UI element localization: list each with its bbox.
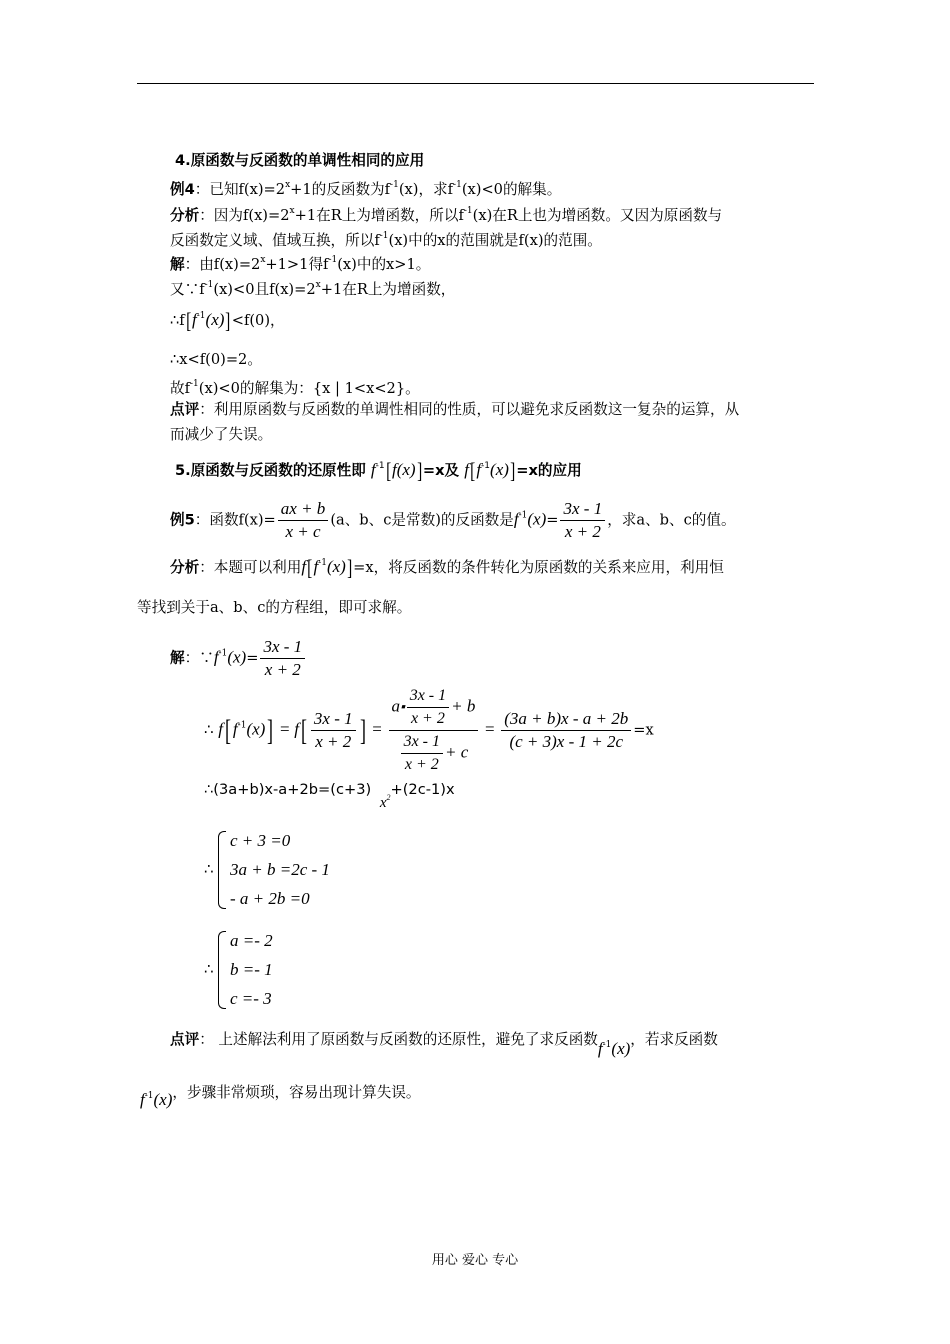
analysis-label: 分析 [170,559,200,576]
text: +1的反函数为f [290,181,391,198]
compound-numerator: a⬝ $\frac{3x - 1}{x + 2}$ + b [389,685,479,731]
sup: -1 [481,461,491,471]
therefore-symbol: ∴ [204,720,214,739]
math-x: (x) [205,310,225,329]
text: =x的应用 [516,462,582,479]
plus-b: + b [451,696,476,716]
system-row: 3a + b =2c - 1 [230,860,330,879]
bracket: [ [385,458,391,483]
text: (x)<0的解集。 [461,181,562,198]
math-f: f [476,460,482,479]
solution4-line4: ∴x<f(0)=2。 [170,351,262,368]
math-f: f [513,509,519,529]
expanded-equation [204,775,455,811]
equation-system-1 [204,828,404,913]
bracket: ] [346,555,353,580]
numerator: 3x - 1 [311,708,356,731]
system-row: c + 3 =0 [230,831,291,850]
text: +1在R上为增函数， [320,281,456,298]
sup: -1 [375,461,385,471]
sup: x [260,255,266,265]
sup: -1 [196,311,206,321]
section4-heading: 4.原函数与反函数的单调性相同的应用 [175,152,425,169]
sup: -1 [390,180,399,190]
numerator: 3x - 1 [560,498,605,521]
inner-fraction [401,731,443,776]
text: ：已知f(x)=2 [194,181,286,198]
text: (x)在R上也为增函数。又因为原函数与 [472,207,723,224]
comment4-line1 [170,400,739,420]
system-row: - a + 2b =0 [230,889,310,908]
sup: -1 [602,1040,612,1050]
math-x: (x) [153,1090,173,1109]
equals: = [279,719,290,739]
analysis4-line1 [170,201,722,226]
sup: -1 [328,255,338,265]
text: ，求a、b、c的值。 [607,511,736,529]
bracket: [ [185,308,191,333]
text: =x，将反函数的条件转化为原函数的关系来应用，利用恒 [353,559,724,576]
section5-heading [175,456,582,481]
text: ：利用原函数与反函数的单调性相同的性质，可以避免求反函数这一复杂的运算，从 [199,401,740,418]
solution4-line2 [170,275,455,300]
solution-label: 解 [170,649,185,667]
equals-x: =x [633,721,654,739]
text: (x)<0的解集为：{x | 1<x<2}。 [198,380,420,397]
sup: -1 [237,720,247,731]
var-a: a [391,696,401,716]
equals: = [372,719,382,739]
text: (x)中的x>1。 [337,256,431,273]
bracket: ] [225,308,231,333]
therefore-symbol: ∴ [204,781,214,798]
text: 5.原函数与反函数的还原性即 [175,462,366,479]
equals: = [485,719,495,739]
brace [218,931,226,1009]
text: +1>1得f [265,256,329,273]
fraction-3x-1 [260,636,305,681]
sup: -1 [518,510,528,521]
plus-c: + c [445,742,469,762]
math-x: (x) [611,1039,631,1058]
solution4-line3 [170,306,285,331]
composition-equation [204,685,654,776]
fraction-3x-1 [560,498,605,543]
text: 反函数定义域、值域互换，所以f [170,232,380,249]
brace [218,831,226,909]
text: +(2c-1)x [390,781,455,798]
denominator: x + 2 [315,732,352,751]
text: ∴f [170,312,185,329]
comment4-line2: 而减少了失误。 [170,426,273,443]
text: 又∵f [170,281,205,298]
text: (x)中的x的范围就是f(x)的范围。 [388,232,602,249]
numerator: 3x - 1 [407,685,449,708]
math-x: (x) [326,557,346,576]
math-x: (x) [227,647,247,667]
sup: -1 [218,648,228,659]
compound-fraction [389,685,479,776]
analysis4-line2 [170,226,602,251]
denominator: (c + 3)x - 1 + 2c [509,732,624,751]
denominator: x + 2 [410,710,445,727]
math-f: f [313,557,319,576]
compound-denominator [389,731,479,776]
sup: -1 [463,206,473,216]
system-row: c =- 3 [230,989,272,1008]
text: = [546,511,559,529]
text: +1在R上为增函数，所以f [294,207,464,224]
solution5-line1 [170,636,307,681]
math-x: (x) [490,460,509,479]
finv-inline [140,1092,172,1109]
numerator: 3x - 1 [401,731,443,754]
math-f: f [391,460,397,479]
therefore-symbol: ∴ [204,860,214,878]
sup: -1 [379,231,389,241]
bracket: [ [307,555,313,580]
math-f: f [597,1039,603,1058]
text: (x)，求f [398,181,454,198]
bracket: ] [267,713,274,747]
math-f: f [370,460,376,479]
comment-label: 点评 [170,401,200,418]
bracket: [ [470,458,476,483]
text: (x)<0且f(x)=2 [213,281,316,298]
analysis5-line2: 等找到关于a、b、c的方程组，即可求解。 [137,599,412,616]
math-f: f [213,647,219,667]
math-x: (x) [246,719,266,739]
finv-inline [598,1041,630,1058]
var-x: x [379,795,387,811]
system-row: a =- 2 [230,931,273,950]
example4 [170,175,561,200]
header-rule [137,83,814,84]
text: ，步骤非常烦琐，容易出现计算失误。 [172,1084,421,1101]
sup: -1 [453,180,462,190]
numerator: (3a + b)x - a + 2b [501,708,631,731]
math-f: f [294,719,299,739]
denominator: x + c [285,522,321,541]
analysis-label: 分析 [170,207,200,224]
inner-fraction [407,685,449,730]
text: (a、b、c是常数)的反函数是 [330,511,514,529]
analysis5-line1 [170,553,724,578]
comment-label: 点评 [170,1031,200,1048]
text: ：∵ [184,649,214,667]
page-footer: 用心 爱心 专心 [431,1253,519,1268]
system-row: b =- 1 [230,960,273,979]
solution4-line1 [170,250,430,275]
sup: -1 [318,558,327,568]
math-f: f [192,310,197,329]
math-f: f [140,1090,145,1109]
sup: -1 [190,379,199,389]
text: ，若求反函数 [630,1031,718,1048]
example5 [170,498,736,543]
therefore-symbol: ∴ [204,960,214,978]
math-f: f [232,719,238,739]
denominator: x + 2 [264,660,301,679]
text: ：由f(x)=2 [184,256,261,273]
x-squared [380,795,391,811]
math-x: (x) [527,509,547,529]
math-f: f [218,719,223,739]
text: =x及 [422,462,460,479]
text: ： 上述解法利用了原函数与反函数的还原性，避免了求反函数 [199,1031,598,1048]
sup: 2 [386,793,391,802]
sup: x [315,280,321,290]
text: ：本题可以利用 [199,559,302,576]
text: 故f [170,380,190,397]
fraction-3x-1 [311,708,356,753]
bracket: ] [359,713,366,747]
equation-system-2 [204,928,404,1013]
sup: -1 [144,1091,154,1101]
equals: = [246,649,259,667]
example4-label: 例4 [170,181,195,198]
sup: -1 [204,280,214,290]
denominator: x + 2 [564,522,601,541]
math-f: f [301,557,307,576]
fraction-ax-b [278,498,329,543]
bracket: ] [510,458,516,483]
numerator: ax + b [278,498,329,521]
bracket: ] [416,458,422,483]
sup: x [289,206,295,216]
text: ：函数f(x)= [194,511,276,529]
text: ：因为f(x)=2 [199,207,290,224]
solution-label: 解 [170,256,185,273]
fraction-result [501,708,631,753]
bracket: [ [224,713,231,747]
sup: x [285,180,291,190]
example5-label: 例5 [170,511,195,529]
comment5-line2 [140,1078,421,1109]
solution4-line5 [170,374,420,399]
math-f: f [464,460,469,479]
bracket: [ [300,713,307,747]
math-x: (x) [396,460,416,479]
numerator: 3x - 1 [260,636,305,659]
denominator: x + 2 [404,756,439,773]
comment5-line1 [170,1025,718,1058]
text: (3a+b)x-a+2b=(c+3) [213,781,372,798]
text: <f(0)， [231,312,285,329]
